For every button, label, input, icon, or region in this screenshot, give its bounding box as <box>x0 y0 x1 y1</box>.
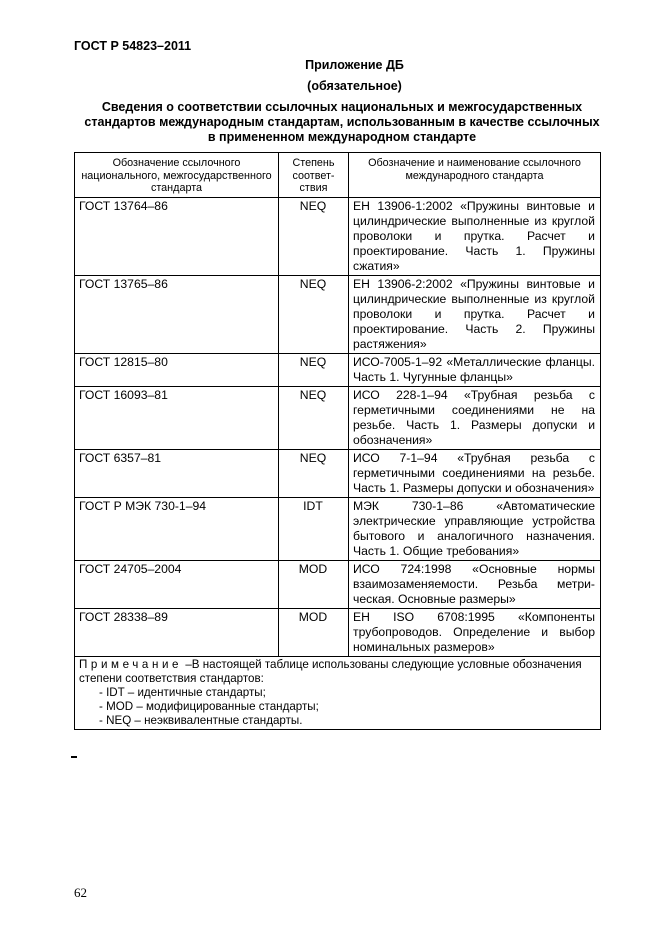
national-standard-cell: ГОСТ 6357–81 <box>75 449 279 497</box>
note-item-mod: - MOD – модифицированные стандарты; <box>99 699 319 713</box>
international-standard-cell: ЕН ISO 6708:1995 «Компоненты трубопроводов. Определение и выбор номинальных размеров» <box>349 608 601 656</box>
table-row <box>75 353 601 386</box>
degree-cell: MOD <box>279 560 349 608</box>
national-standard-cell: ГОСТ 28338–89 <box>75 608 279 656</box>
document-code: ГОСТ Р 54823–2011 <box>74 39 192 53</box>
international-standard-cell: ЕН 13906-2:2002 «Пружины винтовые и цилиндрические выполненные из круглой проволоки и прутка. Расчет и проектирование. Часть 2. Пружины растяжения» <box>349 275 601 353</box>
column-header-international: Обозначение и наименование ссылочного международного стандарта <box>349 153 601 198</box>
note-intro <box>79 658 595 686</box>
table-note-row <box>75 656 601 729</box>
table-row <box>75 449 601 497</box>
international-standard-cell: ИСО 228-1–94 «Трубная резьба с герметичными соединениями не на резьбе. Часть 1. Размеры допуски и обозначения» <box>349 386 601 449</box>
degree-cell: IDT <box>279 497 349 560</box>
column-header-degree: Степень соответ-ствия <box>279 153 349 198</box>
degree-cell: NEQ <box>279 449 349 497</box>
degree-cell: MOD <box>279 608 349 656</box>
table-row <box>75 497 601 560</box>
international-standard-cell: ИСО 7-1–94 «Трубная резьба с герметичными соединениями на резьбе. Часть 1. Размеры допуски и обозначения» <box>349 449 601 497</box>
table-row <box>75 197 601 275</box>
margin-mark <box>71 756 77 758</box>
degree-cell: NEQ <box>279 197 349 275</box>
appendix-title: Приложение ДБ <box>305 58 404 72</box>
degree-cell: NEQ <box>279 275 349 353</box>
national-standard-cell: ГОСТ 12815–80 <box>75 353 279 386</box>
national-standard-cell: ГОСТ 24705–2004 <box>75 560 279 608</box>
note-text: –В настоящей таблице использованы следующие условные обозначения степени соответствия стандартов: <box>79 657 582 685</box>
national-standard-cell: ГОСТ 16093–81 <box>75 386 279 449</box>
degree-cell: NEQ <box>279 353 349 386</box>
national-standard-cell: ГОСТ 13764–86 <box>75 197 279 275</box>
page-number: 62 <box>74 885 87 900</box>
note-label: Примечание <box>79 657 183 671</box>
table-row <box>75 608 601 656</box>
table-row <box>75 275 601 353</box>
column-header-national: Обозначение ссылочного национального, межгосударственного стандарта <box>75 153 279 198</box>
national-standard-cell: ГОСТ 13765–86 <box>75 275 279 353</box>
section-heading: Сведения о соответствии ссылочных национальных и межгосударственных стандартов международным стандартам, использованным в качестве ссылочных в примененном международном стандарте <box>84 100 600 144</box>
international-standard-cell: ИСО-7005-1–92 «Металлические фланцы. Часть 1. Чугунные фланцы» <box>349 353 601 386</box>
standards-table <box>74 152 601 730</box>
degree-cell: NEQ <box>279 386 349 449</box>
table-note <box>75 656 601 729</box>
note-item-idt: - IDT – идентичные стандарты; <box>99 685 266 699</box>
note-item-neq: - NEQ – неэквивалентные стандарты. <box>99 713 303 727</box>
appendix-status: (обязательное) <box>307 79 402 93</box>
table-header-row <box>75 153 601 198</box>
national-standard-cell: ГОСТ Р МЭК 730-1–94 <box>75 497 279 560</box>
international-standard-cell: ЕН 13906-1:2002 «Пружины винтовые и цилиндрические выполненные из круглой проволоки и прутка. Расчет и проектирование. Часть 1. Пружины сжатия» <box>349 197 601 275</box>
table-row <box>75 386 601 449</box>
international-standard-cell: МЭК 730-1–86 «Автоматические электрические управляющие устройства бытового и аналогичного назначения. Часть 1. Общие требования» <box>349 497 601 560</box>
table-row <box>75 560 601 608</box>
international-standard-cell: ИСО 724:1998 «Основные нормы взаимозаменяемости. Резьба метри-ческая. Основные размеры» <box>349 560 601 608</box>
